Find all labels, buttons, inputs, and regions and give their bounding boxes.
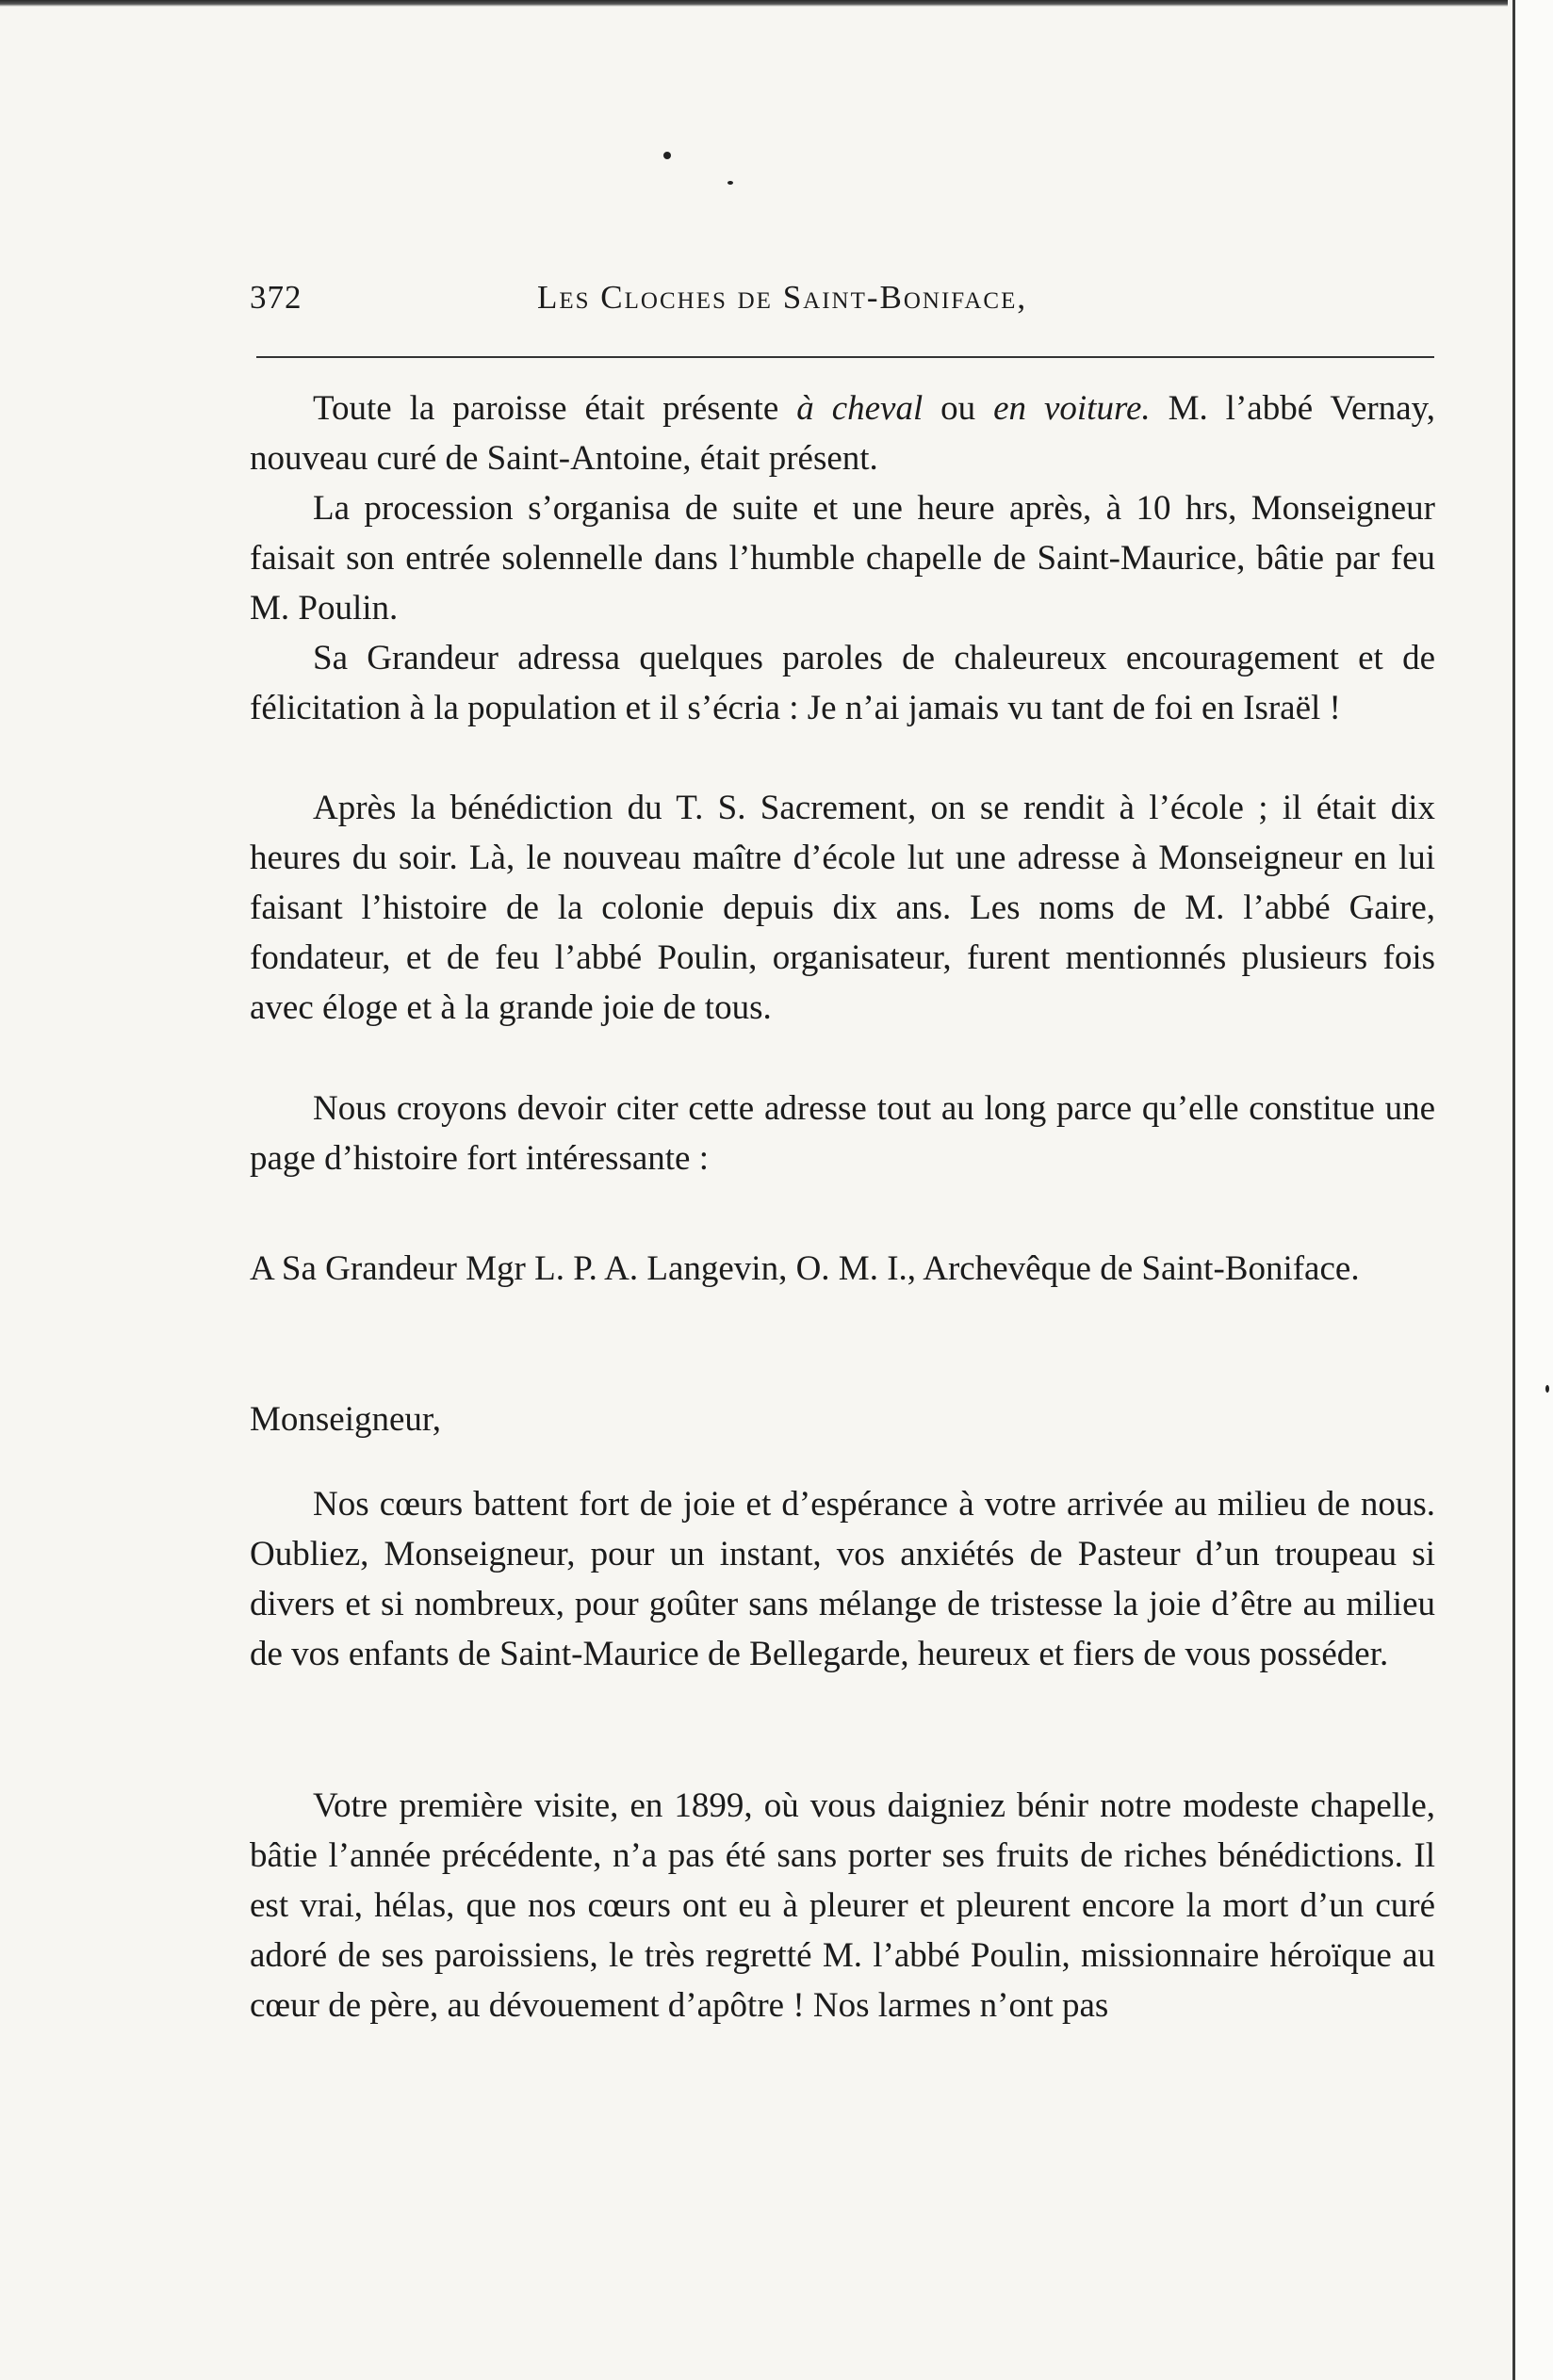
letter-paragraph-1: Nos cœurs battent fort de joie et d’espérance à votre arrivée au milieu de nous. Oubliez, Monseigneur, pour un instant, vos anxiétés de Pasteur d’un troupeau si divers et si nombreux, pour goûter sans mélange de tristesse la joie d’être au milieu de vos enfants de Saint-Maurice de Bellegarde, heureux et fiers de vous posséder.	[250, 1485, 1435, 1673]
scan-margin	[1515, 0, 1553, 2380]
header-rule	[256, 356, 1434, 358]
text-run: ou	[923, 389, 994, 428]
text-run: Toute la paroisse était présente	[313, 389, 797, 428]
text-run: M. l’abbé Vernay, nouveau curé de Saint-Antoine, était présent.	[250, 389, 1436, 478]
italic-run: en voiture.	[993, 389, 1151, 428]
running-header	[250, 279, 1437, 326]
scan-right-edge	[1512, 0, 1515, 2380]
ink-speck	[663, 152, 671, 159]
paragraph-procession: La procession s’organisa de suite et une heure après, à 10 hrs, Monseigneur faisait son entrée solennelle dans l’humble chapelle de Saint-Maurice, bâtie par feu M. Poulin.	[250, 489, 1435, 628]
letter-paragraph-2: Votre première visite, en 1899, où vous daigniez bénir notre modeste chapelle, bâtie l’année précédente, n’a pas été sans porter ses fruits de riches bénédictions. Il est vrai, hélas, que nos cœurs ont eu à pleurer et pleurent encore la mort d’un curé adoré de ses paroissiens, le très regretté M. l’abbé Poulin, missionnaire héroïque au cœur de père, au dévouement d’apôtre ! Nos larmes n’ont pas	[250, 1786, 1435, 2025]
salutation: Monseigneur,	[250, 1400, 442, 1439]
ink-speck	[727, 181, 733, 185]
page-number: 372	[250, 279, 302, 316]
scan-top-edge	[0, 0, 1508, 7]
paragraph-benediction: Après la bénédiction du T. S. Sacrement, on se rendit à l’école ; il était dix heures du soir. Là, le nouveau maître d’école lut une adresse à Monseigneur en lui faisant l’histoire de la colonie depuis dix ans. Les noms de M. l’abbé Gaire, fondateur, et de feu l’abbé Poulin, organisateur, furent mentionnés plusieurs fois avec éloge et à la grande joie de tous.	[250, 789, 1435, 1027]
address-heading: A Sa Grandeur Mgr L. P. A. Langevin, O. M. I., Archevêque de Saint-Boniface.	[250, 1249, 1360, 1288]
running-title: Les Cloches de Saint-Boniface,	[537, 279, 1028, 316]
paragraph-arrival	[250, 383, 1435, 483]
paragraph-grandeur: Sa Grandeur adressa quelques paroles de chaleureux encouragement et de félicitation à la population et il s’écria : Je n’ai jamais vu tant de foi en Israël !	[250, 639, 1435, 727]
ink-speck	[1545, 1385, 1549, 1393]
paragraph-citation: Nous croyons devoir citer cette adresse tout au long parce qu’elle constitue une page d’histoire fort intéressante :	[250, 1089, 1435, 1178]
italic-run: à cheval	[796, 389, 924, 428]
